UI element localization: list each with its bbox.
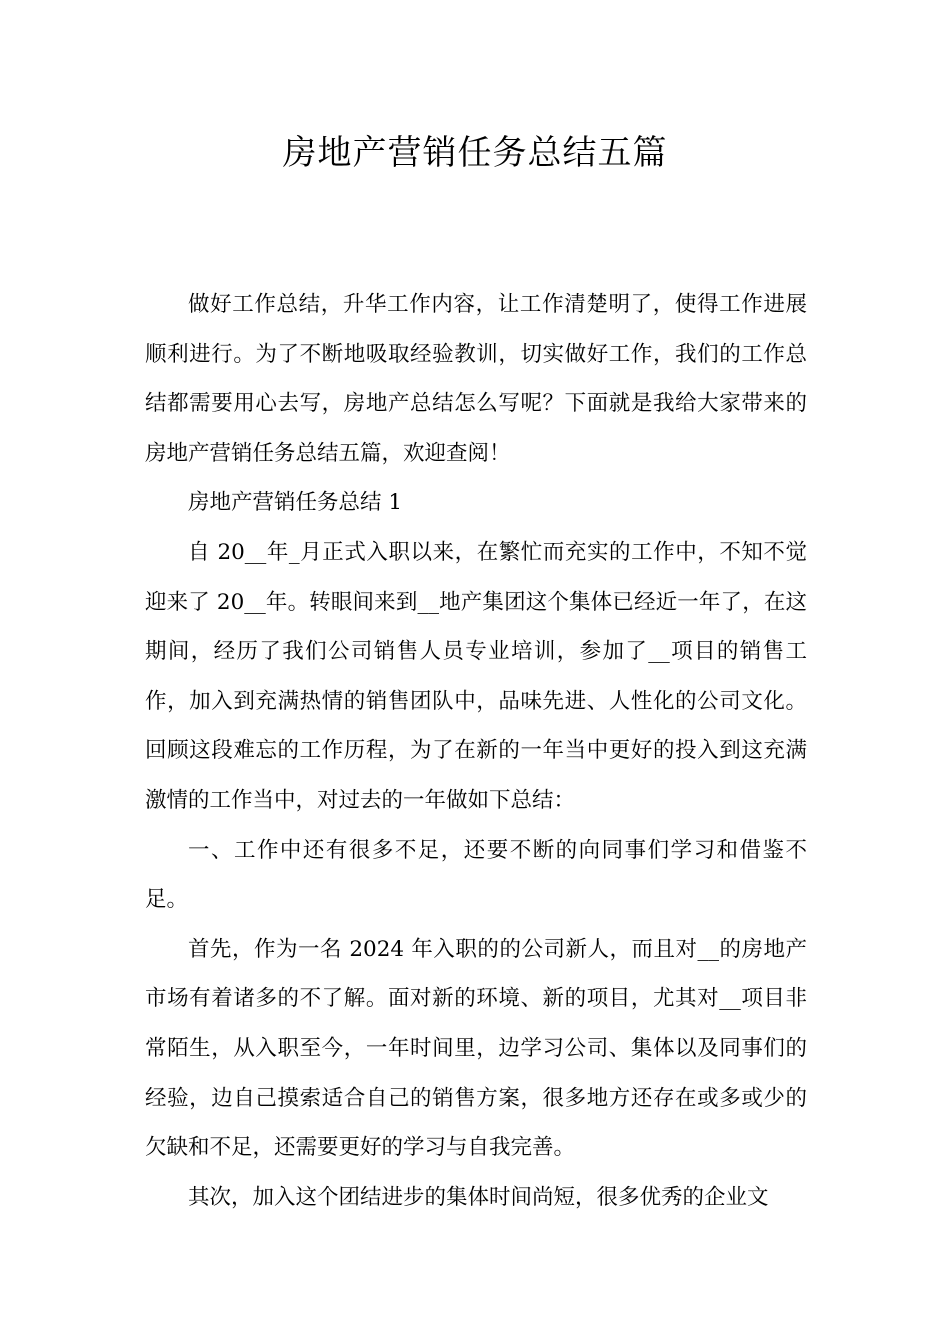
point-heading-1: 一、工作中还有很多不足，还要不断的向同事们学习和借鉴不足。 (145, 837, 807, 913)
section-heading-1: 房地产营销任务总结 1 (188, 490, 403, 516)
intro-paragraph: 做好工作总结，升华工作内容，让工作清楚明了，使得工作进展顺利进行。为了不断地吸取经验教训，切实做好工作，我们的工作总结都需要用心去写，房地产总结怎么写呢？下面就是我给大家带来的房地产营销任务总结五篇，欢迎查阅！ (145, 292, 807, 466)
document-body (145, 280, 807, 1222)
paragraph-start-work: 自 20__年_月正式入职以来，在繁忙而充实的工作中，不知不觉迎来了 20__年。转眼间来到__地产集团这个集体已经近一年了，在这期间，经历了我们公司销售人员专业培训，参加了__项目的销售工作，加入到充满热情的销售团队中，品味先进、人性化的公司文化。回顾这段难忘的工作历程，为了在新的一年当中更好的投入到这充满激情的工作当中，对过去的一年做如下总结： (145, 539, 807, 813)
paragraph-first: 首先，作为一名 2024 年入职的的公司新人，而且对__的房地产市场有着诸多的不了解。面对新的环境、新的项目，尤其对__项目非常陌生，从入职至今，一年时间里，边学习公司、集体以及同事们的经验，边自己摸索适合自己的销售方案，很多地方还存在或多或少的欠缺和不足，还需要更好的学习与自我完善。 (145, 936, 807, 1161)
paragraph-second: 其次，加入这个团结进步的集体时间尚短，很多优秀的企业文 (188, 1184, 769, 1210)
document-title: 房地产营销任务总结五篇 (282, 133, 668, 173)
